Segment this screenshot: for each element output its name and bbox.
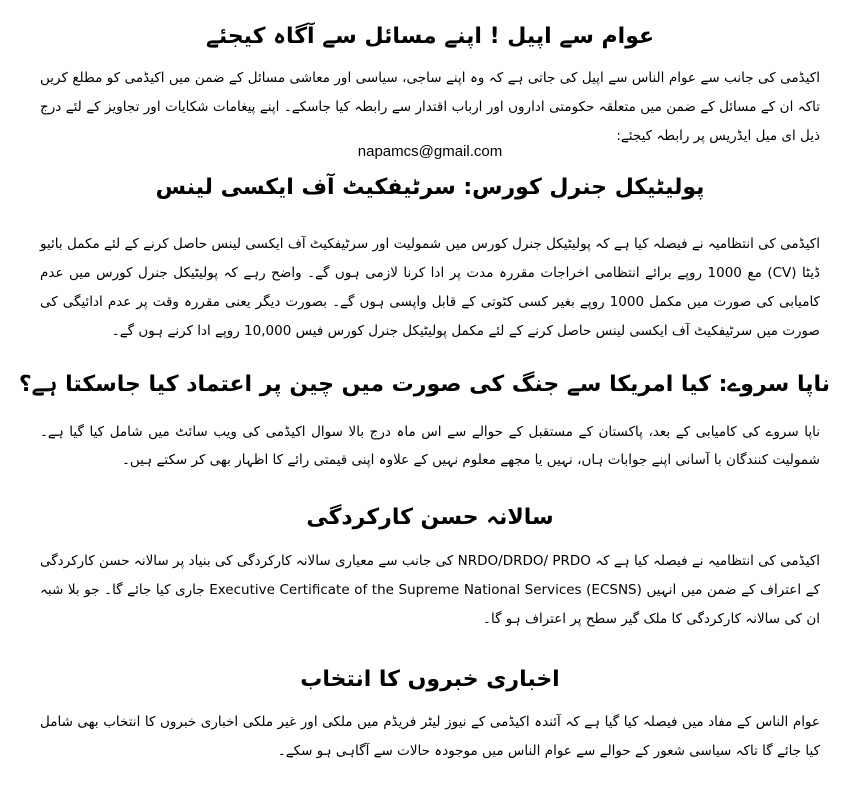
news-paragraph: عوام الناس کے مفاد میں فیصلہ کیا گیا ہے کہ آئندہ اکیڈمی کے نیوز لیٹر فریڈم میں ملکی اور غیر ملکی اخباری خبروں کا انتخاب بھی شامل کیا جائے گا تاکہ سیاسی شعور کے حوالے سے عوام الناس میں موجودہ حالات سے آگاہی ہو سکے۔: [40, 714, 820, 759]
contact-email[interactable]: napamcs@gmail.com: [357, 143, 503, 160]
award-heading: سالانہ حسن کارکردگی: [306, 505, 554, 530]
survey-heading: ناپا سروے: کیا امریکا سے جنگ کی صورت میں چین پر اعتماد کیا جاسکتا ہے؟: [18, 372, 830, 397]
appeal-heading: عوام سے اپیل ! اپنے مسائل سے آگاہ کیجئے: [205, 24, 655, 49]
appeal-paragraph: اکیڈمی کی جانب سے عوام الناس سے اپیل کی جاتی ہے کہ وہ اپنے ساجی، سیاسی اور معاشی مسائل کے ضمن میں اکیڈمی کو مطلع کریں تاکہ ان کے مسائل کے ضمن میں متعلقہ حکومتی اداروں اور ارباب اقتدار سے رابطہ کیا جاسکے۔ اپنے پیغامات شکایات اور تجاویز کے لئے درج ذیل ای میل ایڈریس پر رابطہ کیجئے:: [40, 70, 820, 144]
award-paragraph: اکیڈمی کی انتظامیہ نے فیصلہ کیا ہے کہ NRDO/DRDO/ PRDO کی جانب سے معیاری سالانہ کارکردگی کی بنیاد پر سالانہ حسن کارکردگی کے اعتراف کے ضمن میں انہیں Executive Certificate of the Supreme National Services (ECSNS) جاری کیا جائے گا۔ جو بلا شبہ ان کی سالانہ کارکردگی کا ملک گیر سطح پر اعتراف ہو گا۔: [40, 553, 820, 627]
news-heading: اخباری خبروں کا انتخاب: [300, 667, 560, 692]
survey-paragraph: ناپا سروے کی کامیابی کے بعد، پاکستان کے مستقبل کے حوالے سے اس ماہ درج بالا سوال اکیڈمی کی ویب سائٹ میں شامل کیا گیا ہے۔ شمولیت کنندگان با آسانی اپنے جوابات ہاں، نہیں یا مجھے معلوم نہیں کے علاوہ اپنی قیمتی رائے کا اظہار بھی کر سکتے ہیں۔: [40, 424, 820, 468]
course-paragraph: اکیڈمی کی انتظامیہ نے فیصلہ کیا ہے کہ پولیٹیکل جنرل کورس میں شمولیت اور سرٹیفکیٹ آف ایکسی لینس حاصل کرنے کے لئے مکمل بائیو ڈیٹا (CV) مع 1000 روپے برائے انتظامی اخراجات مقررہ مدت پر ادا کرنا لازمی ہوں گے۔ واضح رہے کہ پولیٹیکل جنرل کورس میں عدم کامیابی کی صورت میں مکمل 1000 روپے بغیر کسی کٹوتی کے قابل واپسی ہوں گے۔ بصورت دیگر یعنی مقررہ وقت پر عدم ادائیگی کی صورت میں سرٹیفکیٹ آف ایکسی لینس حاصل کرنے کے لئے مکمل پولیٹیکل جنرل کورس فیس 10,000 روپے ادا کرنے ہوں گے۔: [40, 236, 821, 339]
course-heading: پولیٹیکل جنرل کورس: سرٹیفکیٹ آف ایکسی لینس: [155, 175, 705, 200]
